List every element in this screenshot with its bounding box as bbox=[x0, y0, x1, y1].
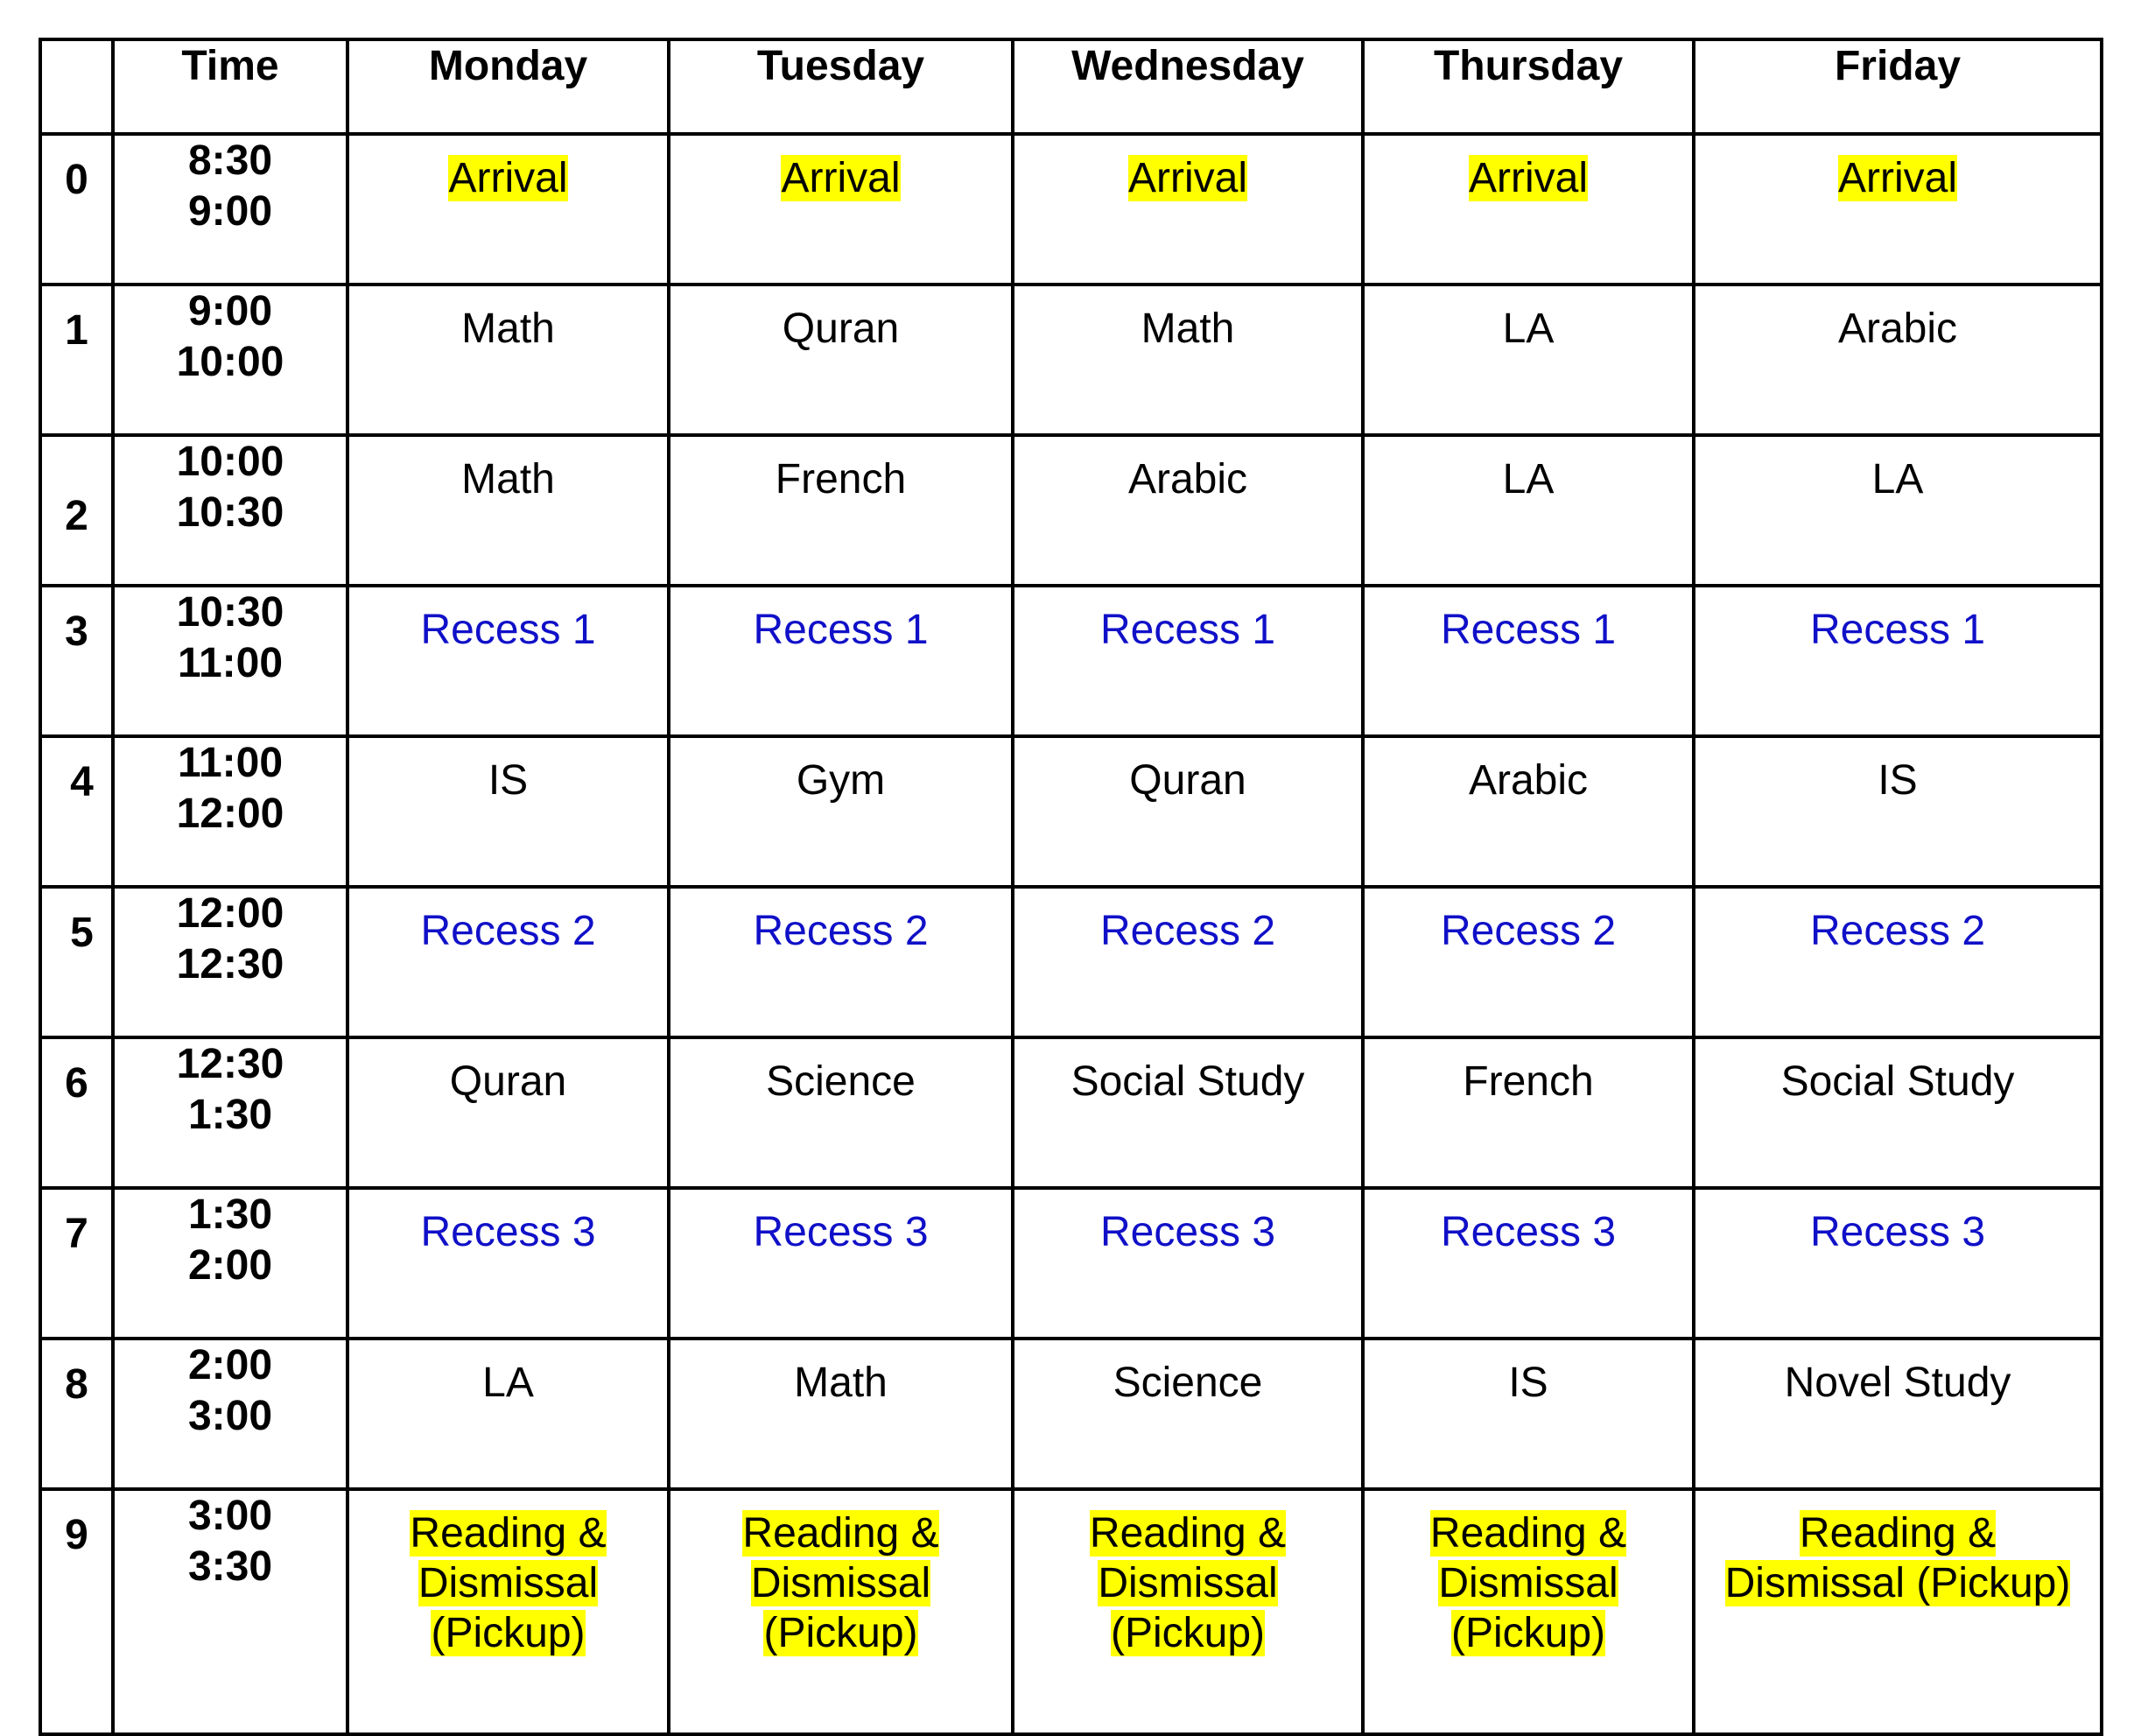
time-start: 12:00 bbox=[176, 890, 284, 937]
time-cell bbox=[113, 134, 347, 285]
time-start: 8:30 bbox=[187, 137, 273, 184]
time-cell bbox=[113, 435, 347, 586]
class-label: (Pickup) bbox=[1110, 1610, 1266, 1656]
header-wednesday: Wednesday bbox=[1013, 39, 1363, 134]
class-cell-monday bbox=[347, 736, 669, 887]
time-start: 12:30 bbox=[176, 1041, 284, 1087]
class-cell-thursday bbox=[1363, 1188, 1694, 1339]
class-cell-tuesday bbox=[669, 1489, 1013, 1734]
class-cell-wednesday bbox=[1013, 435, 1363, 586]
class-label: Social Study bbox=[1071, 1058, 1305, 1105]
class-label: Dismissal bbox=[750, 1560, 931, 1606]
class-label: Science bbox=[1113, 1360, 1263, 1406]
class-label: Recess 2 bbox=[1440, 908, 1617, 954]
time-end: 3:30 bbox=[187, 1543, 273, 1590]
time-start: 2:00 bbox=[187, 1342, 273, 1388]
class-cell-monday bbox=[347, 134, 669, 285]
class-cell-monday bbox=[347, 435, 669, 586]
time-end: 9:00 bbox=[187, 187, 273, 235]
class-label: Quran bbox=[1129, 757, 1246, 804]
class-cell-friday bbox=[1694, 285, 2102, 435]
period-number: 5 bbox=[70, 910, 94, 956]
schedule-row bbox=[40, 1489, 2102, 1734]
class-label: Arrival bbox=[1127, 155, 1247, 201]
header-thursday: Thursday bbox=[1363, 39, 1694, 134]
time-end: 11:00 bbox=[177, 639, 284, 686]
class-cell-friday bbox=[1694, 134, 2102, 285]
period-number-cell bbox=[40, 435, 113, 586]
class-cell-friday bbox=[1694, 435, 2102, 586]
class-label: Recess 1 bbox=[1099, 607, 1276, 653]
time-start: 1:30 bbox=[187, 1191, 273, 1238]
class-cell-wednesday bbox=[1013, 887, 1363, 1037]
header-monday: Monday bbox=[347, 39, 669, 134]
class-cell-wednesday bbox=[1013, 1188, 1363, 1339]
class-label: Reading & bbox=[742, 1510, 939, 1557]
class-cell-friday bbox=[1694, 586, 2102, 736]
class-cell-thursday bbox=[1363, 586, 1694, 736]
time-start: 3:00 bbox=[187, 1493, 273, 1539]
class-cell-thursday bbox=[1363, 887, 1694, 1037]
time-end: 2:00 bbox=[187, 1241, 273, 1289]
class-label: Science bbox=[766, 1058, 916, 1105]
schedule-row bbox=[40, 1188, 2102, 1339]
class-label: Recess 3 bbox=[1440, 1209, 1617, 1255]
class-label: Reading & bbox=[1429, 1510, 1627, 1557]
class-label: Math bbox=[794, 1360, 888, 1406]
time-cell bbox=[113, 1037, 347, 1188]
time-cell bbox=[113, 1188, 347, 1339]
schedule-body bbox=[40, 134, 2102, 1734]
schedule-row bbox=[40, 1339, 2102, 1489]
schedule-row bbox=[40, 285, 2102, 435]
schedule-row bbox=[40, 736, 2102, 887]
class-label: Arrival bbox=[1837, 155, 1957, 201]
period-number-cell bbox=[40, 1339, 113, 1489]
period-number: 7 bbox=[65, 1211, 88, 1257]
class-cell-monday bbox=[347, 887, 669, 1037]
class-cell-wednesday bbox=[1013, 586, 1363, 736]
class-label: Math bbox=[461, 456, 555, 503]
time-end: 10:30 bbox=[176, 488, 284, 536]
class-cell-tuesday bbox=[669, 285, 1013, 435]
class-label: Arrival bbox=[781, 155, 901, 201]
class-cell-monday bbox=[347, 586, 669, 736]
period-number: 1 bbox=[65, 307, 88, 354]
class-label: Arrival bbox=[1468, 155, 1588, 201]
time-cell bbox=[113, 1489, 347, 1734]
time-end: 12:00 bbox=[176, 790, 284, 837]
class-label: LA bbox=[1871, 456, 1924, 503]
period-number-cell bbox=[40, 134, 113, 285]
period-number-cell bbox=[40, 1489, 113, 1734]
class-cell-wednesday bbox=[1013, 1339, 1363, 1489]
class-label: French bbox=[775, 456, 907, 503]
header-time: Time bbox=[113, 39, 347, 134]
class-cell-thursday bbox=[1363, 1037, 1694, 1188]
class-label: LA bbox=[1502, 306, 1555, 352]
period-number: 2 bbox=[65, 493, 88, 539]
class-label: Reading & bbox=[1799, 1510, 1997, 1557]
period-number: 9 bbox=[65, 1512, 88, 1558]
header-corner bbox=[40, 39, 113, 134]
class-label: (Pickup) bbox=[431, 1610, 586, 1656]
class-cell-friday bbox=[1694, 887, 2102, 1037]
class-label: Arrival bbox=[448, 155, 568, 201]
schedule-row bbox=[40, 435, 2102, 586]
class-label: LA bbox=[1502, 456, 1555, 503]
schedule-row bbox=[40, 887, 2102, 1037]
class-label: Math bbox=[1141, 306, 1235, 352]
class-cell-thursday bbox=[1363, 1339, 1694, 1489]
class-label: IS bbox=[1508, 1360, 1548, 1406]
class-cell-monday bbox=[347, 1489, 669, 1734]
class-cell-friday bbox=[1694, 1188, 2102, 1339]
time-end: 10:00 bbox=[176, 338, 284, 385]
class-label: Reading & bbox=[410, 1510, 607, 1557]
class-cell-thursday bbox=[1363, 1489, 1694, 1734]
class-label: Arabic bbox=[1837, 306, 1958, 352]
class-cell-monday bbox=[347, 285, 669, 435]
class-cell-monday bbox=[347, 1037, 669, 1188]
class-label: Arabic bbox=[1127, 456, 1248, 503]
period-number: 0 bbox=[65, 157, 88, 203]
class-cell-wednesday bbox=[1013, 1489, 1363, 1734]
class-label: Quran bbox=[449, 1058, 567, 1105]
class-cell-friday bbox=[1694, 1037, 2102, 1188]
class-label: Recess 1 bbox=[1809, 607, 1986, 653]
class-cell-friday bbox=[1694, 1339, 2102, 1489]
class-label: Dismissal bbox=[418, 1560, 599, 1606]
time-start: 10:00 bbox=[176, 439, 284, 485]
class-label: (Pickup) bbox=[1450, 1610, 1606, 1656]
class-label: Recess 2 bbox=[1809, 908, 1986, 954]
class-label: (Pickup) bbox=[763, 1610, 918, 1656]
time-start: 9:00 bbox=[187, 288, 273, 334]
class-label: Dismissal bbox=[1438, 1560, 1618, 1606]
class-cell-tuesday bbox=[669, 1037, 1013, 1188]
time-start: 11:00 bbox=[177, 740, 284, 786]
period-number: 3 bbox=[65, 608, 88, 655]
schedule-row bbox=[40, 134, 2102, 285]
class-label: Recess 3 bbox=[1809, 1209, 1986, 1255]
class-cell-tuesday bbox=[669, 887, 1013, 1037]
period-number: 6 bbox=[65, 1060, 88, 1107]
period-number-cell bbox=[40, 1037, 113, 1188]
class-label: Math bbox=[461, 306, 555, 352]
time-end: 1:30 bbox=[187, 1091, 273, 1138]
class-label: LA bbox=[482, 1360, 534, 1406]
period-number-cell bbox=[40, 586, 113, 736]
class-label: Gym bbox=[796, 757, 886, 804]
class-cell-tuesday bbox=[669, 586, 1013, 736]
header-friday: Friday bbox=[1694, 39, 2102, 134]
period-number-cell bbox=[40, 887, 113, 1037]
class-label: Recess 3 bbox=[1099, 1209, 1276, 1255]
class-cell-tuesday bbox=[669, 736, 1013, 887]
time-end: 12:30 bbox=[176, 940, 284, 987]
class-cell-tuesday bbox=[669, 435, 1013, 586]
class-label: Recess 2 bbox=[420, 908, 596, 954]
class-cell-friday bbox=[1694, 1489, 2102, 1734]
header-row bbox=[40, 39, 2102, 134]
time-end: 3:00 bbox=[187, 1392, 273, 1439]
class-cell-thursday bbox=[1363, 285, 1694, 435]
period-number-cell bbox=[40, 285, 113, 435]
class-label: Dismissal bbox=[1098, 1560, 1278, 1606]
period-number: 4 bbox=[70, 759, 94, 805]
time-cell bbox=[113, 285, 347, 435]
class-label: Recess 2 bbox=[1099, 908, 1276, 954]
header-tuesday: Tuesday bbox=[669, 39, 1013, 134]
schedule-row bbox=[40, 1037, 2102, 1188]
class-label: Recess 3 bbox=[420, 1209, 596, 1255]
class-label: Recess 1 bbox=[420, 607, 596, 653]
class-label: Reading & bbox=[1089, 1510, 1287, 1557]
class-label: French bbox=[1463, 1058, 1594, 1105]
class-cell-monday bbox=[347, 1188, 669, 1339]
class-cell-wednesday bbox=[1013, 134, 1363, 285]
time-cell bbox=[113, 1339, 347, 1489]
class-cell-wednesday bbox=[1013, 285, 1363, 435]
class-label: Recess 3 bbox=[753, 1209, 929, 1255]
class-cell-tuesday bbox=[669, 1188, 1013, 1339]
period-number-cell bbox=[40, 736, 113, 887]
class-label: IS bbox=[488, 757, 529, 804]
class-label: Novel Study bbox=[1784, 1360, 2011, 1406]
time-cell bbox=[113, 887, 347, 1037]
time-start: 10:30 bbox=[176, 589, 284, 636]
class-cell-monday bbox=[347, 1339, 669, 1489]
class-label: Recess 1 bbox=[753, 607, 929, 653]
time-cell bbox=[113, 736, 347, 887]
class-label: Arabic bbox=[1468, 757, 1589, 804]
class-cell-friday bbox=[1694, 736, 2102, 887]
time-cell bbox=[113, 586, 347, 736]
class-label: Social Study bbox=[1780, 1058, 2015, 1105]
class-cell-tuesday bbox=[669, 134, 1013, 285]
class-label: Dismissal (Pickup) bbox=[1724, 1560, 2071, 1606]
class-cell-wednesday bbox=[1013, 1037, 1363, 1188]
class-label: Recess 1 bbox=[1440, 607, 1617, 653]
class-cell-thursday bbox=[1363, 736, 1694, 887]
class-cell-tuesday bbox=[669, 1339, 1013, 1489]
class-label: Quran bbox=[782, 306, 900, 352]
period-number-cell bbox=[40, 1188, 113, 1339]
class-cell-thursday bbox=[1363, 435, 1694, 586]
period-number: 8 bbox=[65, 1361, 88, 1408]
schedule-row bbox=[40, 586, 2102, 736]
class-cell-thursday bbox=[1363, 134, 1694, 285]
weekly-schedule-table bbox=[39, 38, 2103, 1736]
class-label: IS bbox=[1878, 757, 1918, 804]
class-label: Recess 2 bbox=[753, 908, 929, 954]
class-cell-wednesday bbox=[1013, 736, 1363, 887]
